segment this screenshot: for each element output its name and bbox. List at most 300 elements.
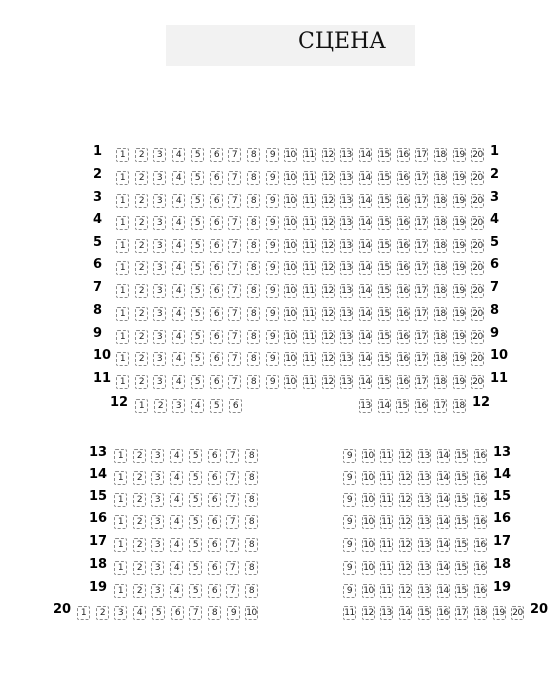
seat[interactable]: 18 xyxy=(435,377,446,387)
seat[interactable]: 8 xyxy=(245,449,258,463)
seat[interactable]: 14 xyxy=(438,451,449,461)
seat[interactable]: 18 xyxy=(435,309,446,319)
seat[interactable]: 12 xyxy=(323,286,334,296)
seat[interactable]: 7 xyxy=(228,284,241,298)
seat[interactable]: 5 xyxy=(189,584,202,598)
seat[interactable]: 1 xyxy=(114,561,127,575)
seat[interactable]: 7 xyxy=(228,352,241,366)
seat[interactable]: 8 xyxy=(245,538,258,552)
seat[interactable]: 5 xyxy=(191,375,204,389)
seat[interactable]: 11 xyxy=(344,608,355,618)
seat[interactable]: 13 xyxy=(341,218,352,228)
seat[interactable]: 15 xyxy=(379,173,390,183)
seat[interactable]: 19 xyxy=(454,377,465,387)
seat[interactable]: 20 xyxy=(512,608,523,618)
seat[interactable]: 1 xyxy=(116,375,129,389)
seat[interactable]: 11 xyxy=(304,286,315,296)
seat[interactable]: 13 xyxy=(341,263,352,273)
seat[interactable]: 5 xyxy=(191,148,204,162)
seat[interactable]: 15 xyxy=(379,377,390,387)
seat[interactable]: 11 xyxy=(381,473,392,483)
seat[interactable]: 5 xyxy=(189,471,202,485)
seat[interactable]: 3 xyxy=(114,606,127,620)
seat[interactable]: 16 xyxy=(475,517,486,527)
seat[interactable]: 16 xyxy=(475,586,486,596)
seat[interactable]: 7 xyxy=(226,538,239,552)
seat[interactable]: 3 xyxy=(151,584,164,598)
seat[interactable]: 9 xyxy=(343,449,356,463)
seat[interactable]: 2 xyxy=(133,471,146,485)
seat[interactable]: 6 xyxy=(210,216,223,230)
seat[interactable]: 7 xyxy=(228,171,241,185)
seat[interactable]: 9 xyxy=(266,171,279,185)
seat[interactable]: 13 xyxy=(360,401,371,411)
seat[interactable]: 2 xyxy=(135,171,148,185)
seat[interactable]: 3 xyxy=(153,239,166,253)
seat[interactable]: 7 xyxy=(226,471,239,485)
seat[interactable]: 2 xyxy=(96,606,109,620)
seat[interactable]: 13 xyxy=(419,517,430,527)
seat[interactable]: 12 xyxy=(323,309,334,319)
seat[interactable]: 1 xyxy=(116,330,129,344)
seat[interactable]: 2 xyxy=(135,148,148,162)
seat[interactable]: 2 xyxy=(133,449,146,463)
seat[interactable]: 14 xyxy=(360,173,371,183)
seat[interactable]: 2 xyxy=(133,515,146,529)
seat[interactable]: 16 xyxy=(398,241,409,251)
seat[interactable]: 9 xyxy=(343,515,356,529)
seat[interactable]: 9 xyxy=(266,307,279,321)
seat[interactable]: 12 xyxy=(323,354,334,364)
seat[interactable]: 13 xyxy=(419,563,430,573)
seat[interactable]: 15 xyxy=(379,218,390,228)
seat[interactable]: 14 xyxy=(438,517,449,527)
seat[interactable]: 12 xyxy=(323,173,334,183)
seat[interactable]: 13 xyxy=(419,473,430,483)
seat[interactable]: 19 xyxy=(494,608,505,618)
seat[interactable]: 5 xyxy=(191,171,204,185)
seat[interactable]: 5 xyxy=(189,449,202,463)
seat[interactable]: 12 xyxy=(400,586,411,596)
seat[interactable]: 16 xyxy=(475,451,486,461)
seat[interactable]: 13 xyxy=(341,150,352,160)
seat[interactable]: 20 xyxy=(472,309,483,319)
seat[interactable]: 14 xyxy=(438,586,449,596)
seat[interactable]: 7 xyxy=(228,194,241,208)
seat[interactable]: 4 xyxy=(172,148,185,162)
seat[interactable]: 5 xyxy=(191,330,204,344)
seat[interactable]: 1 xyxy=(116,307,129,321)
seat[interactable]: 8 xyxy=(247,171,260,185)
seat[interactable]: 5 xyxy=(189,515,202,529)
seat[interactable]: 7 xyxy=(228,216,241,230)
seat[interactable]: 1 xyxy=(116,171,129,185)
seat[interactable]: 12 xyxy=(400,563,411,573)
seat[interactable]: 19 xyxy=(454,173,465,183)
seat[interactable]: 3 xyxy=(153,261,166,275)
seat[interactable]: 16 xyxy=(398,286,409,296)
seat[interactable]: 8 xyxy=(247,375,260,389)
seat[interactable]: 7 xyxy=(226,584,239,598)
seat[interactable]: 2 xyxy=(135,284,148,298)
seat[interactable]: 4 xyxy=(172,284,185,298)
seat[interactable]: 8 xyxy=(245,493,258,507)
seat[interactable]: 11 xyxy=(381,563,392,573)
seat[interactable]: 5 xyxy=(189,561,202,575)
seat[interactable]: 4 xyxy=(170,471,183,485)
seat[interactable]: 13 xyxy=(341,241,352,251)
seat[interactable]: 20 xyxy=(472,173,483,183)
seat[interactable]: 14 xyxy=(360,332,371,342)
seat[interactable]: 15 xyxy=(397,401,408,411)
seat[interactable]: 10 xyxy=(246,608,257,618)
seat[interactable]: 5 xyxy=(191,261,204,275)
seat[interactable]: 2 xyxy=(135,375,148,389)
seat[interactable]: 7 xyxy=(228,261,241,275)
seat[interactable]: 7 xyxy=(189,606,202,620)
seat[interactable]: 5 xyxy=(189,538,202,552)
seat[interactable]: 9 xyxy=(266,330,279,344)
seat[interactable]: 14 xyxy=(400,608,411,618)
seat[interactable]: 10 xyxy=(285,173,296,183)
seat[interactable]: 15 xyxy=(379,263,390,273)
seat[interactable]: 6 xyxy=(210,261,223,275)
seat[interactable]: 4 xyxy=(170,561,183,575)
seat[interactable]: 4 xyxy=(172,352,185,366)
seat[interactable]: 2 xyxy=(154,399,167,413)
seat[interactable]: 15 xyxy=(456,517,467,527)
seat[interactable]: 2 xyxy=(135,239,148,253)
seat[interactable]: 5 xyxy=(191,307,204,321)
seat[interactable]: 3 xyxy=(151,538,164,552)
seat[interactable]: 9 xyxy=(343,493,356,507)
seat[interactable]: 13 xyxy=(381,608,392,618)
seat[interactable]: 1 xyxy=(77,606,90,620)
seat[interactable]: 19 xyxy=(454,332,465,342)
seat[interactable]: 14 xyxy=(438,473,449,483)
seat[interactable]: 8 xyxy=(245,471,258,485)
seat[interactable]: 6 xyxy=(210,352,223,366)
seat[interactable]: 7 xyxy=(226,493,239,507)
seat[interactable]: 10 xyxy=(363,586,374,596)
seat[interactable]: 4 xyxy=(172,216,185,230)
seat[interactable]: 12 xyxy=(323,263,334,273)
seat[interactable]: 15 xyxy=(456,495,467,505)
seat[interactable]: 11 xyxy=(304,377,315,387)
seat[interactable]: 20 xyxy=(472,150,483,160)
seat[interactable]: 7 xyxy=(226,515,239,529)
seat[interactable]: 3 xyxy=(153,216,166,230)
seat[interactable]: 18 xyxy=(454,401,465,411)
seat[interactable]: 16 xyxy=(398,309,409,319)
seat[interactable]: 4 xyxy=(170,493,183,507)
seat[interactable]: 10 xyxy=(285,377,296,387)
seat[interactable]: 9 xyxy=(227,606,240,620)
seat[interactable]: 14 xyxy=(438,563,449,573)
seat[interactable]: 6 xyxy=(208,493,221,507)
seat[interactable]: 2 xyxy=(133,561,146,575)
seat[interactable]: 8 xyxy=(247,148,260,162)
seat[interactable]: 3 xyxy=(153,330,166,344)
seat[interactable]: 13 xyxy=(341,354,352,364)
seat[interactable]: 15 xyxy=(379,150,390,160)
seat[interactable]: 17 xyxy=(416,218,427,228)
seat[interactable]: 13 xyxy=(341,196,352,206)
seat[interactable]: 18 xyxy=(475,608,486,618)
seat[interactable]: 8 xyxy=(247,261,260,275)
seat[interactable]: 17 xyxy=(416,173,427,183)
seat[interactable]: 16 xyxy=(475,563,486,573)
seat[interactable]: 11 xyxy=(304,354,315,364)
seat[interactable]: 19 xyxy=(454,354,465,364)
seat[interactable]: 16 xyxy=(398,263,409,273)
seat[interactable]: 7 xyxy=(228,239,241,253)
seat[interactable]: 10 xyxy=(363,563,374,573)
seat[interactable]: 3 xyxy=(153,352,166,366)
seat[interactable]: 2 xyxy=(133,584,146,598)
seat[interactable]: 15 xyxy=(456,473,467,483)
seat[interactable]: 19 xyxy=(454,241,465,251)
seat[interactable]: 6 xyxy=(210,194,223,208)
seat[interactable]: 2 xyxy=(135,194,148,208)
seat[interactable]: 7 xyxy=(228,148,241,162)
seat[interactable]: 3 xyxy=(153,307,166,321)
seat[interactable]: 17 xyxy=(416,332,427,342)
seat[interactable]: 3 xyxy=(151,515,164,529)
seat[interactable]: 17 xyxy=(456,608,467,618)
seat[interactable]: 1 xyxy=(114,584,127,598)
seat[interactable]: 12 xyxy=(323,196,334,206)
seat[interactable]: 16 xyxy=(475,495,486,505)
seat[interactable]: 15 xyxy=(379,354,390,364)
seat[interactable]: 10 xyxy=(363,495,374,505)
seat[interactable]: 9 xyxy=(266,148,279,162)
seat[interactable]: 14 xyxy=(360,309,371,319)
seat[interactable]: 12 xyxy=(400,495,411,505)
seat[interactable]: 3 xyxy=(172,399,185,413)
seat[interactable]: 1 xyxy=(114,515,127,529)
seat[interactable]: 1 xyxy=(114,471,127,485)
seat[interactable]: 16 xyxy=(398,377,409,387)
seat[interactable]: 9 xyxy=(343,471,356,485)
seat[interactable]: 10 xyxy=(363,473,374,483)
seat[interactable]: 18 xyxy=(435,263,446,273)
seat[interactable]: 7 xyxy=(226,449,239,463)
seat[interactable]: 15 xyxy=(419,608,430,618)
seat[interactable]: 13 xyxy=(419,540,430,550)
seat[interactable]: 20 xyxy=(472,241,483,251)
seat[interactable]: 8 xyxy=(245,515,258,529)
seat[interactable]: 14 xyxy=(438,540,449,550)
seat[interactable]: 5 xyxy=(191,284,204,298)
seat[interactable]: 8 xyxy=(245,561,258,575)
seat[interactable]: 6 xyxy=(210,307,223,321)
seat[interactable]: 19 xyxy=(454,309,465,319)
seat[interactable]: 11 xyxy=(381,540,392,550)
seat[interactable]: 10 xyxy=(363,540,374,550)
seat[interactable]: 4 xyxy=(170,515,183,529)
seat[interactable]: 15 xyxy=(379,309,390,319)
seat[interactable]: 14 xyxy=(360,354,371,364)
seat[interactable]: 4 xyxy=(172,239,185,253)
seat[interactable]: 20 xyxy=(472,196,483,206)
seat[interactable]: 14 xyxy=(360,150,371,160)
seat[interactable]: 18 xyxy=(435,218,446,228)
seat[interactable]: 16 xyxy=(438,608,449,618)
seat[interactable]: 11 xyxy=(381,451,392,461)
seat[interactable]: 2 xyxy=(133,493,146,507)
seat[interactable]: 16 xyxy=(398,332,409,342)
seat[interactable]: 5 xyxy=(210,399,223,413)
seat[interactable]: 4 xyxy=(172,330,185,344)
seat[interactable]: 7 xyxy=(228,330,241,344)
seat[interactable]: 16 xyxy=(398,173,409,183)
seat[interactable]: 10 xyxy=(363,451,374,461)
seat[interactable]: 4 xyxy=(170,449,183,463)
seat[interactable]: 12 xyxy=(323,218,334,228)
seat[interactable]: 9 xyxy=(266,375,279,389)
seat[interactable]: 15 xyxy=(379,332,390,342)
seat[interactable]: 16 xyxy=(398,354,409,364)
seat[interactable]: 17 xyxy=(416,263,427,273)
seat[interactable]: 13 xyxy=(419,451,430,461)
seat[interactable]: 1 xyxy=(114,493,127,507)
seat[interactable]: 1 xyxy=(116,261,129,275)
seat[interactable]: 18 xyxy=(435,196,446,206)
seat[interactable]: 13 xyxy=(341,309,352,319)
seat[interactable]: 4 xyxy=(170,584,183,598)
seat[interactable]: 3 xyxy=(151,561,164,575)
seat[interactable]: 11 xyxy=(304,150,315,160)
seat[interactable]: 4 xyxy=(191,399,204,413)
seat[interactable]: 5 xyxy=(191,239,204,253)
seat[interactable]: 8 xyxy=(245,584,258,598)
seat[interactable]: 5 xyxy=(191,194,204,208)
seat[interactable]: 2 xyxy=(135,330,148,344)
seat[interactable]: 10 xyxy=(285,150,296,160)
seat[interactable]: 20 xyxy=(472,354,483,364)
seat[interactable]: 6 xyxy=(208,515,221,529)
seat[interactable]: 10 xyxy=(363,517,374,527)
seat[interactable]: 16 xyxy=(475,473,486,483)
seat[interactable]: 20 xyxy=(472,263,483,273)
seat[interactable]: 6 xyxy=(210,284,223,298)
seat[interactable]: 2 xyxy=(133,538,146,552)
seat[interactable]: 9 xyxy=(266,239,279,253)
seat[interactable]: 15 xyxy=(456,451,467,461)
seat[interactable]: 18 xyxy=(435,332,446,342)
seat[interactable]: 14 xyxy=(360,286,371,296)
seat[interactable]: 5 xyxy=(189,493,202,507)
seat[interactable]: 20 xyxy=(472,377,483,387)
seat[interactable]: 18 xyxy=(435,241,446,251)
seat[interactable]: 16 xyxy=(398,196,409,206)
seat[interactable]: 13 xyxy=(341,173,352,183)
seat[interactable]: 17 xyxy=(416,196,427,206)
seat[interactable]: 14 xyxy=(438,495,449,505)
seat[interactable]: 1 xyxy=(114,538,127,552)
seat[interactable]: 19 xyxy=(454,286,465,296)
seat[interactable]: 3 xyxy=(153,284,166,298)
seat[interactable]: 3 xyxy=(151,471,164,485)
seat[interactable]: 4 xyxy=(172,307,185,321)
seat[interactable]: 9 xyxy=(343,561,356,575)
seat[interactable]: 11 xyxy=(304,309,315,319)
seat[interactable]: 6 xyxy=(210,171,223,185)
seat[interactable]: 12 xyxy=(323,150,334,160)
seat[interactable]: 14 xyxy=(379,401,390,411)
seat[interactable]: 12 xyxy=(400,451,411,461)
seat[interactable]: 4 xyxy=(170,538,183,552)
seat[interactable]: 6 xyxy=(210,148,223,162)
seat[interactable]: 6 xyxy=(208,471,221,485)
seat[interactable]: 15 xyxy=(456,563,467,573)
seat[interactable]: 10 xyxy=(285,309,296,319)
seat[interactable]: 16 xyxy=(475,540,486,550)
seat[interactable]: 3 xyxy=(151,449,164,463)
seat[interactable]: 9 xyxy=(266,194,279,208)
seat[interactable]: 12 xyxy=(363,608,374,618)
seat[interactable]: 9 xyxy=(266,216,279,230)
seat[interactable]: 6 xyxy=(208,449,221,463)
seat[interactable]: 14 xyxy=(360,218,371,228)
seat[interactable]: 18 xyxy=(435,354,446,364)
seat[interactable]: 3 xyxy=(153,171,166,185)
seat[interactable]: 6 xyxy=(210,330,223,344)
seat[interactable]: 17 xyxy=(416,354,427,364)
seat[interactable]: 5 xyxy=(152,606,165,620)
seat[interactable]: 9 xyxy=(266,261,279,275)
seat[interactable]: 4 xyxy=(172,171,185,185)
seat[interactable]: 3 xyxy=(153,375,166,389)
seat[interactable]: 9 xyxy=(266,352,279,366)
seat[interactable]: 12 xyxy=(400,517,411,527)
seat[interactable]: 2 xyxy=(135,307,148,321)
seat[interactable]: 4 xyxy=(172,375,185,389)
seat[interactable]: 17 xyxy=(416,309,427,319)
seat[interactable]: 18 xyxy=(435,150,446,160)
seat[interactable]: 19 xyxy=(454,150,465,160)
seat[interactable]: 18 xyxy=(435,173,446,183)
seat[interactable]: 11 xyxy=(304,173,315,183)
seat[interactable]: 5 xyxy=(191,216,204,230)
seat[interactable]: 13 xyxy=(341,377,352,387)
seat[interactable]: 1 xyxy=(116,284,129,298)
seat[interactable]: 1 xyxy=(116,148,129,162)
seat[interactable]: 15 xyxy=(456,586,467,596)
seat[interactable]: 11 xyxy=(381,517,392,527)
seat[interactable]: 13 xyxy=(419,586,430,596)
seat[interactable]: 11 xyxy=(304,241,315,251)
seat[interactable]: 19 xyxy=(454,218,465,228)
seat[interactable]: 9 xyxy=(343,584,356,598)
seat[interactable]: 15 xyxy=(379,286,390,296)
seat[interactable]: 6 xyxy=(208,561,221,575)
seat[interactable]: 8 xyxy=(247,194,260,208)
seat[interactable]: 12 xyxy=(323,332,334,342)
seat[interactable]: 8 xyxy=(247,239,260,253)
seat[interactable]: 17 xyxy=(416,377,427,387)
seat[interactable]: 8 xyxy=(208,606,221,620)
seat[interactable]: 16 xyxy=(416,401,427,411)
seat[interactable]: 8 xyxy=(247,307,260,321)
seat[interactable]: 6 xyxy=(171,606,184,620)
seat[interactable]: 10 xyxy=(285,286,296,296)
seat[interactable]: 8 xyxy=(247,284,260,298)
seat[interactable]: 16 xyxy=(398,150,409,160)
seat[interactable]: 1 xyxy=(116,239,129,253)
seat[interactable]: 15 xyxy=(456,540,467,550)
